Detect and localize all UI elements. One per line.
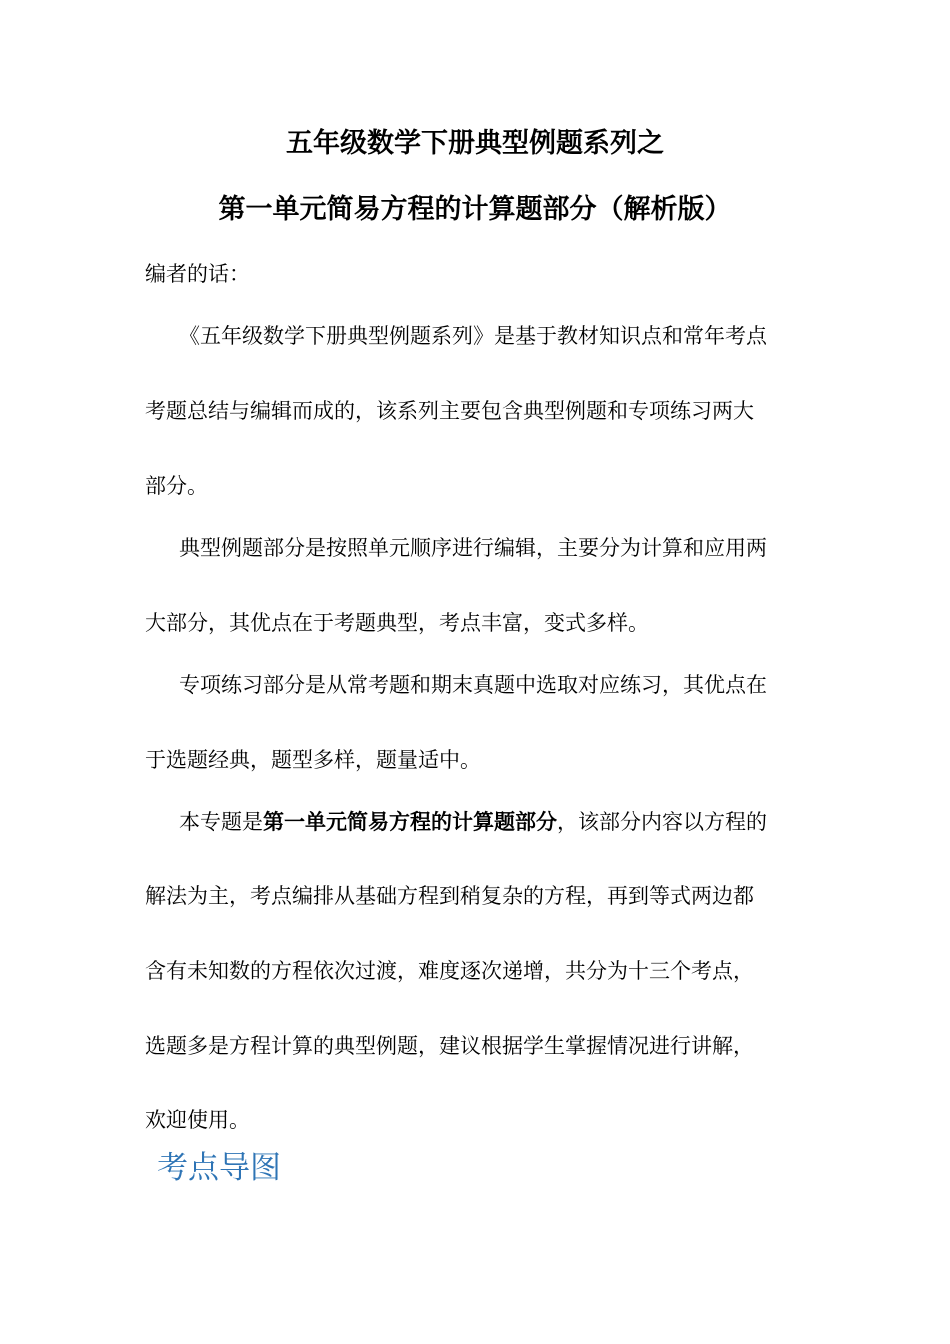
paragraph-4-bold-topic: 第一单元简易方程的计算题部分 (263, 810, 557, 834)
paragraph-4-line-4: 选题多是方程计算的典型例题，建议根据学生掌握情况进行讲解， (145, 1034, 754, 1058)
paragraph-1-line-2: 考题总结与编辑而成的，该系列主要包含典型例题和专项练习两大 (145, 399, 754, 423)
paragraph-4-prefix: 本专题是 (179, 810, 263, 834)
paragraph-4-line-2: 解法为主，考点编排从基础方程到稍复杂的方程，再到等式两边都 (145, 884, 754, 908)
paragraph-1-line-3: 部分。 (145, 474, 208, 498)
paragraph-4-line-1 (179, 812, 767, 833)
document-title-line-1: 五年级数学下册典型例题系列之 (286, 128, 664, 159)
paragraph-4-suffix: ，该部分内容以方程的 (557, 810, 767, 834)
paragraph-2-line-1: 典型例题部分是按照单元顺序进行编辑，主要分为计算和应用两 (179, 536, 767, 560)
paragraph-2-line-2: 大部分，其优点在于考题典型，考点丰富，变式多样。 (145, 611, 649, 635)
paragraph-3-line-2: 于选题经典，题型多样，题量适中。 (145, 748, 481, 772)
paragraph-4-line-5: 欢迎使用。 (145, 1108, 250, 1132)
paragraph-4-line-3: 含有未知数的方程依次过渡，难度逐次递增，共分为十三个考点， (145, 959, 754, 983)
section-heading-mind-map: 考点导图 (157, 1150, 281, 1186)
paragraph-1-line-1: 《五年级数学下册典型例题系列》是基于教材知识点和常年考点 (179, 324, 767, 348)
editor-label: 编者的话： (145, 262, 250, 286)
document-title-line-2: 第一单元简易方程的计算题部分（解析版） (218, 194, 732, 225)
paragraph-3-line-1: 专项练习部分是从常考题和期末真题中选取对应练习，其优点在 (179, 673, 767, 697)
